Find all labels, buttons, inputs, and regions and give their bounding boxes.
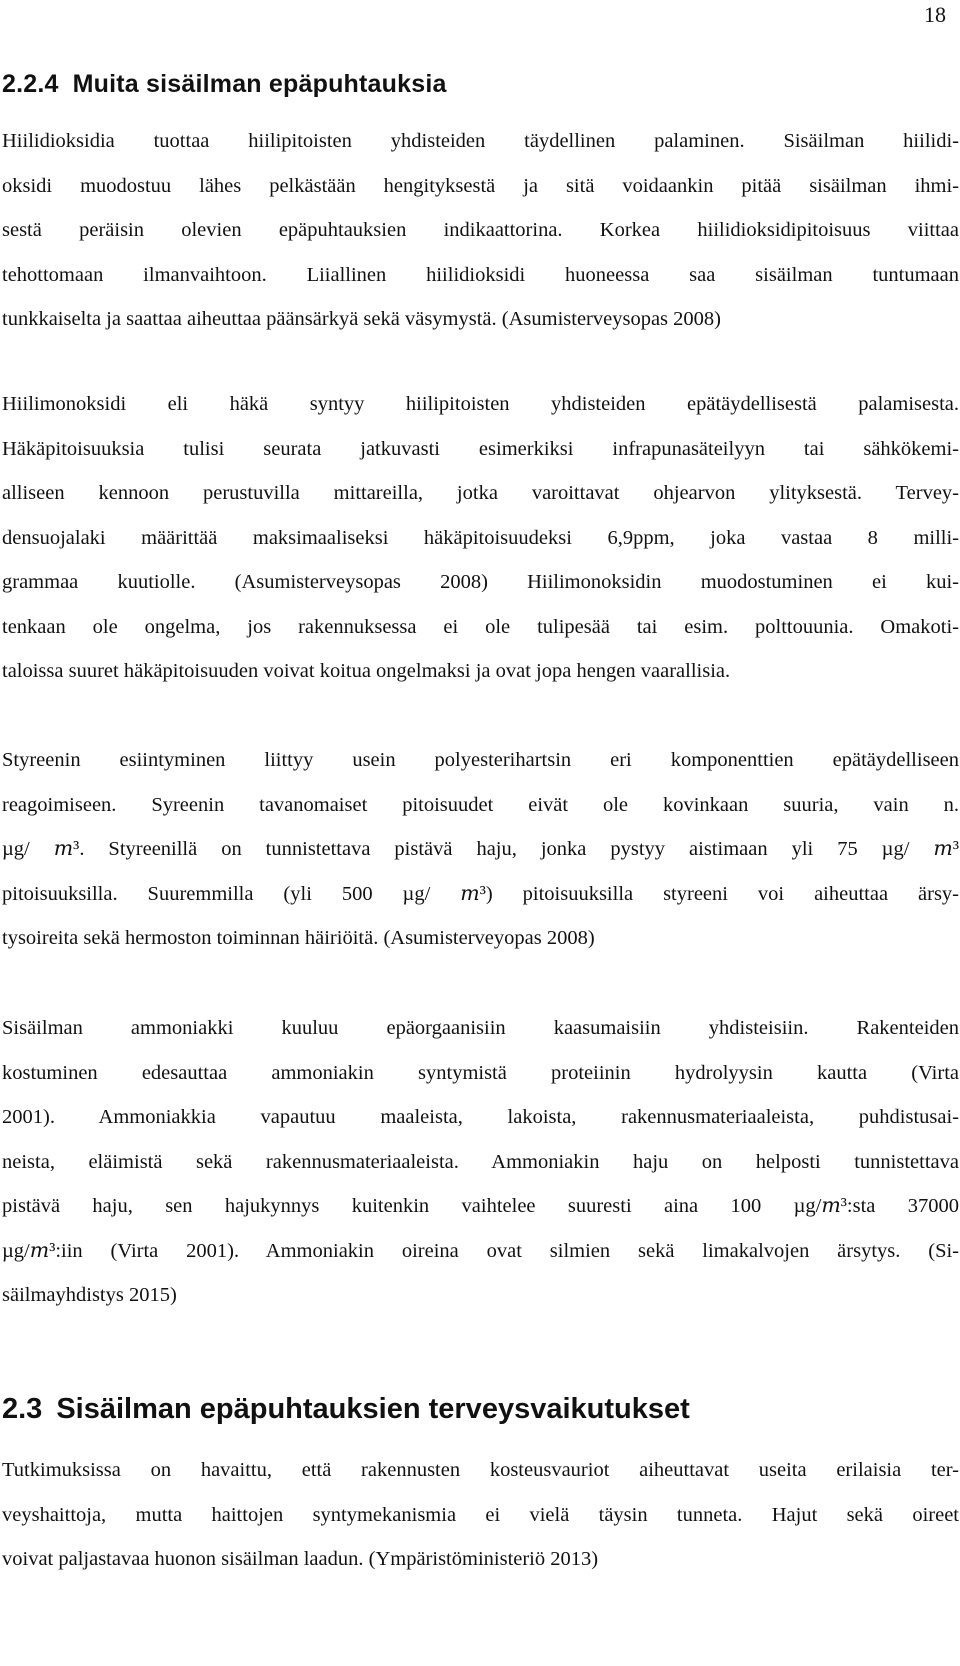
text-line: veyshaittoja, mutta haittojen syntymekanismia ei vielä täysin tunneta. Hajut sekä oireet <box>2 1503 959 1526</box>
text-line: tysoireita sekä hermoston toiminnan häiriöitä. (Asumisterveyopas 2008) <box>2 927 595 949</box>
text-line: tehottomaan ilmanvaihtoon. Liiallinen hiilidioksidi huoneessa saa sisäilman tuntumaan <box>2 263 959 286</box>
text-line: pistävä haju, sen hajukynnys kuitenkin vaihtelee suuresti aina 100 µg/𝑚³:sta 37000 <box>2 1195 959 1217</box>
text-line: tenkaan ole ongelma, jos rakennuksessa ei ole tulipesää tai esim. polttouunia. Omakoti- <box>2 615 959 638</box>
paragraph-hiilimonoksidi <box>2 382 959 694</box>
paragraph-terveysvaikutukset <box>2 1448 959 1582</box>
text-line: kostuminen edesauttaa ammoniakin syntymistä proteiinin hydrolyysin kautta (Virta <box>2 1061 959 1084</box>
text-line: µg/ 𝑚³. Styreenillä on tunnistettava pistävä haju, jonka pystyy aistimaan yli 75 µg/ 𝑚³ <box>2 838 959 860</box>
text-line: alliseen kennoon perustuvilla mittareilla, jotka varoittavat ohjearvon ylityksestä. Tervey- <box>2 482 959 504</box>
text-line: oksidi muodostuu lähes pelkästään hengityksestä ja sitä voidaankin pitää sisäilman ihmi- <box>2 174 959 197</box>
text-line: sestä peräisin olevien epäpuhtauksien indikaattorina. Korkea hiilidioksidipitoisuus viittaa <box>2 219 959 241</box>
text-line: grammaa kuutiolle. (Asumisterveysopas 2008) Hiilimonoksidin muodostuminen ei kui- <box>2 571 959 593</box>
text-line: Hiilimonoksidi eli häkä syntyy hiilipitoisten yhdisteiden epätäydellisestä palamisesta. <box>2 393 959 415</box>
text-line: Styreenin esiintyminen liittyy usein polyesterihartsin eri komponenttien epätäydelliseen <box>2 749 959 771</box>
section-heading-2-3 <box>2 1393 690 1426</box>
section-heading-2-2-4 <box>2 70 447 99</box>
text-line: µg/𝑚³:iin (Virta 2001). Ammoniakin oireina ovat silmien sekä limakalvojen ärsytys. (Si- <box>2 1239 959 1262</box>
section-number: 2.3 <box>2 1393 43 1425</box>
section-title: Sisäilman epäpuhtauksien terveysvaikutukset <box>56 1393 690 1425</box>
paragraph-hiilidioksidi <box>2 119 959 342</box>
text-line: neista, eläimistä sekä rakennusmateriaaleista. Ammoniakin haju on helposti tunnistettava <box>2 1150 959 1173</box>
section-title: Muita sisäilman epäpuhtauksia <box>72 70 447 98</box>
paragraph-ammoniakki <box>2 1006 959 1318</box>
text-line: Tutkimuksissa on havaittu, että rakennusten kosteusvauriot aiheuttavat useita erilaisia ter- <box>2 1459 959 1481</box>
text-line: 2001). Ammoniakkia vapautuu maaleista, lakoista, rakennusmateriaaleista, puhdistusai- <box>2 1106 959 1128</box>
text-line: pitoisuuksilla. Suuremmilla (yli 500 µg/ 𝑚³) pitoisuuksilla styreeni voi aiheuttaa ärsy- <box>2 882 959 905</box>
text-line: densuojalaki määrittää maksimaaliseksi häkäpitoisuudeksi 6,9ppm, joka vastaa 8 milli- <box>2 526 959 549</box>
text-line: tunkkaiselta ja saattaa aiheuttaa päänsärkyä sekä väsymystä. (Asumisterveysopas 2008) <box>2 308 721 330</box>
text-line: reagoimiseen. Syreenin tavanomaiset pitoisuudet eivät ole kovinkaan suuria, vain n. <box>2 793 959 816</box>
text-line: säilmayhdistys 2015) <box>2 1284 177 1306</box>
text-line: Hiilidioksidia tuottaa hiilipitoisten yhdisteiden täydellinen palaminen. Sisäilman hiilidi- <box>2 130 959 152</box>
text-line: voivat paljastavaa huonon sisäilman laadun. (Ympäristöministeriö 2013) <box>2 1548 599 1570</box>
paragraph-styreeni <box>2 738 959 961</box>
text-line: taloissa suuret häkäpitoisuuden voivat koitua ongelmaksi ja ovat jopa hengen vaarallisia. <box>2 660 731 682</box>
text-line: Häkäpitoisuuksia tulisi seurata jatkuvasti esimerkiksi infrapunasäteilyyn tai sähkökemi- <box>2 437 959 460</box>
section-number: 2.2.4 <box>2 70 59 98</box>
page-number: 18 <box>924 2 946 27</box>
text-line: Sisäilman ammoniakki kuuluu epäorgaanisiin kaasumaisiin yhdisteisiin. Rakenteiden <box>2 1017 959 1039</box>
